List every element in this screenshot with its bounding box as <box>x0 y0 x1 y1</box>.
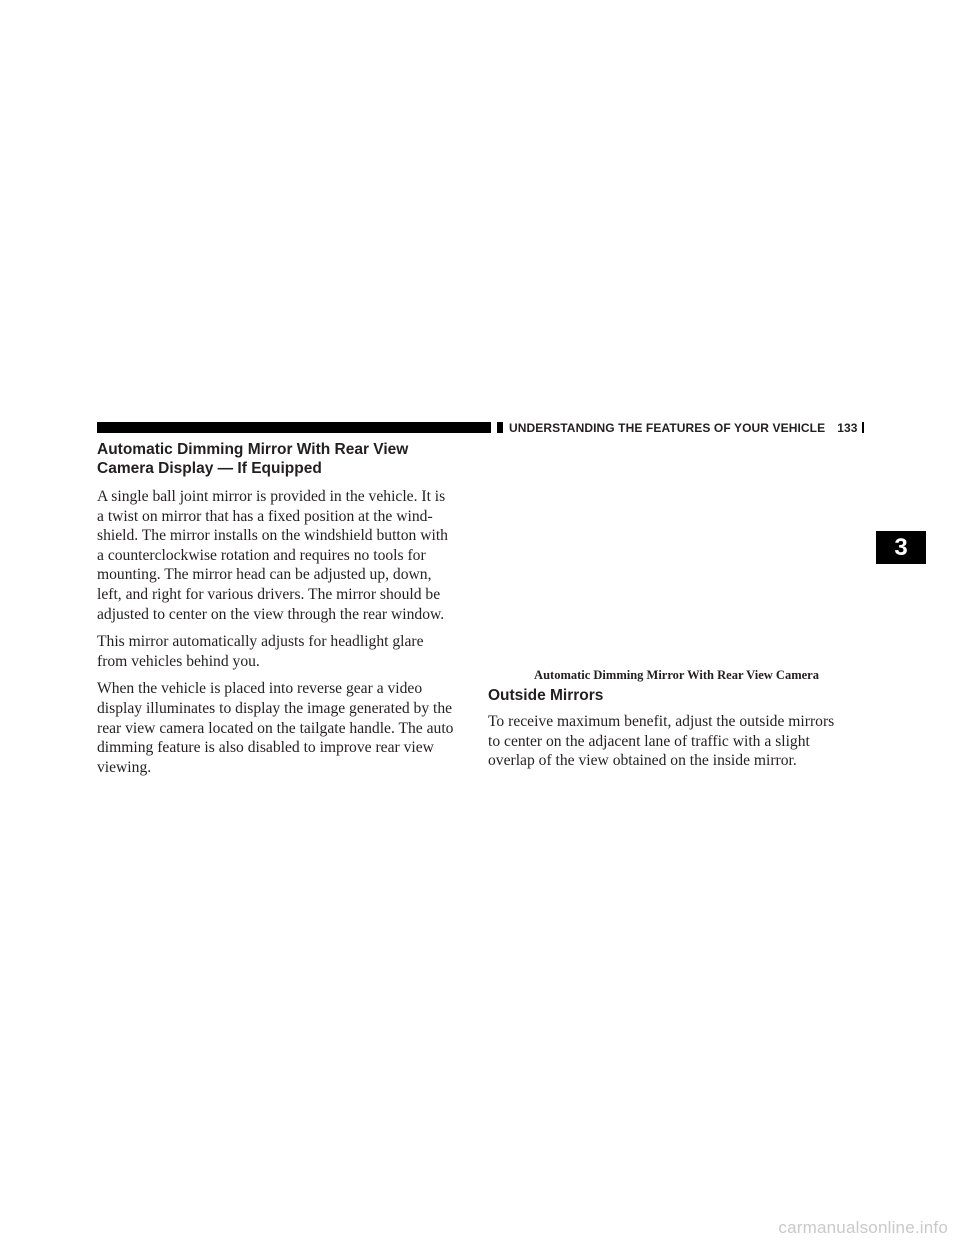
running-header <box>503 420 862 436</box>
section-heading-auto-dimming-mirror: Automatic Dimming Mirror With Rear View Camera Display — If Equipped <box>97 441 409 477</box>
paragraph-headlight-glare: This mirror automatically adjusts for headlight glare from vehicles behind you. <box>97 633 424 670</box>
header-rule-left <box>97 422 491 433</box>
watermark: carmanualsonline.info <box>778 1218 948 1237</box>
figure-placeholder-mirror-camera <box>488 445 865 663</box>
section-heading-outside-mirrors: Outside Mirrors <box>488 687 604 704</box>
chapter-tab: 3 <box>876 531 926 564</box>
right-column-body <box>488 712 865 771</box>
page-number: 133 <box>837 421 858 435</box>
figure-caption: Automatic Dimming Mirror With Rear View Camera <box>534 668 819 682</box>
left-column <box>97 440 473 777</box>
paragraph-reverse-gear-display: When the vehicle is placed into reverse gear a video display illuminates to display the image generated by the rear view camera located on the tailgate handle. The auto dimming feature is also disabled to improve rear view viewing. <box>97 680 454 776</box>
running-header-title: UNDERSTANDING THE FEATURES OF YOUR VEHICLE <box>509 421 826 435</box>
paragraph-mirror-description: A single ball joint mirror is provided in the vehicle. It is a twist on mirror that has a fixed position at the wind- shield. The mirror installs on the windshield button with a counterclockwise rotation and requires no tools for mounting. The mirror head can be adjusted up, down, left, and right for various drivers. The mirror should be adjusted to center on the view through the rear window. <box>97 488 448 623</box>
paragraph-outside-mirrors: To receive maximum benefit, adjust the outside mirrors to center on the adjacent lane of traffic with a slight overlap of the view obtained on the inside mirror. <box>488 713 835 770</box>
